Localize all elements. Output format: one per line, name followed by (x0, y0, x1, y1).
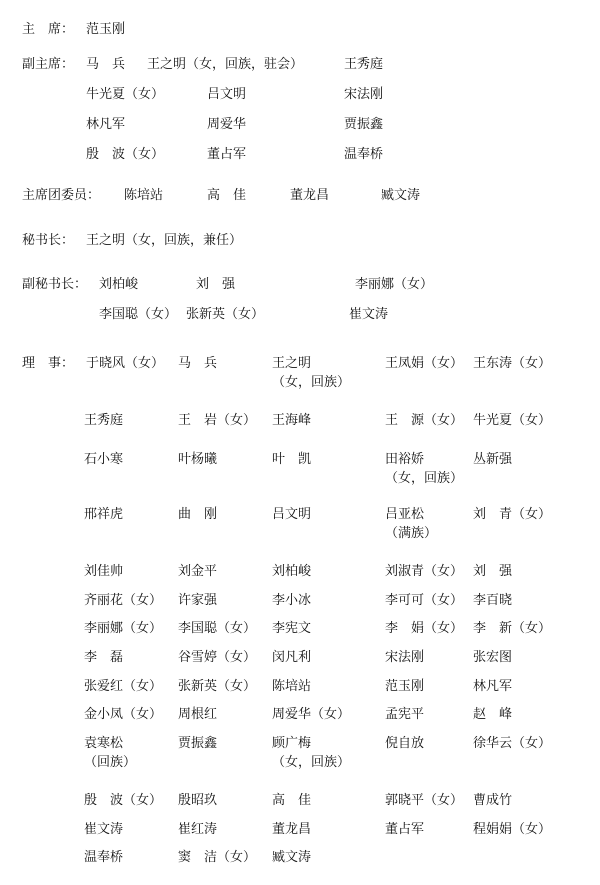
director-name (385, 791, 463, 810)
vice-chairman-name: 王秀庭 (344, 57, 384, 72)
deputy-secretary-name: 李国聪（女） (99, 307, 178, 322)
director-name (473, 705, 512, 724)
vice-chairman-name: 林凡军 (86, 117, 126, 132)
director-name-text: 李丽娜（女） (84, 621, 163, 636)
director-name-text: 张宏图 (473, 650, 513, 665)
presidium-label: 主席团委员： (22, 188, 101, 203)
director-name-text: 曹成竹 (473, 793, 513, 808)
director-name (272, 791, 311, 810)
director-name-text: 田裕娇 (385, 452, 425, 467)
director-name (272, 619, 311, 638)
director-name-text: 石小寒 (84, 452, 124, 467)
director-name (178, 705, 217, 724)
director-note: （女，回族） (272, 375, 351, 390)
director-name (84, 734, 136, 772)
deputy-secretary-name: 崔文涛 (349, 307, 389, 322)
director-name-text: 曲 刚 (178, 507, 218, 522)
director-name (473, 450, 512, 469)
director-name-text: 王秀庭 (84, 413, 124, 428)
director-name (385, 591, 463, 610)
director-name-text: 顾广梅 (272, 736, 312, 751)
director-name (473, 648, 512, 667)
director-name-text: 王之明 (272, 356, 312, 371)
director-name-text: 叶 凯 (272, 452, 312, 467)
director-name (473, 677, 512, 696)
director-name-text: 王东涛（女） (473, 356, 552, 371)
director-name (178, 562, 217, 581)
director-name (272, 354, 350, 392)
director-name-text: 殷昭玖 (178, 793, 218, 808)
director-name (272, 705, 350, 724)
presidium-member: 董龙昌 (290, 188, 330, 203)
director-name-text: 马 兵 (178, 356, 218, 371)
director-name-text: 高 佳 (272, 793, 312, 808)
director-name (385, 705, 424, 724)
director-name-text: 程娟娟（女） (473, 822, 552, 837)
deputy-secretary-name: 刘 强 (196, 277, 236, 292)
director-name-text: 林凡军 (473, 679, 513, 694)
director-name-text: 周根红 (178, 707, 218, 722)
director-name-text: 李 磊 (84, 650, 124, 665)
director-name-text: 许家强 (178, 593, 218, 608)
vice-chairman-name: 吕文明 (207, 87, 247, 102)
director-name-text: 李 娟（女） (385, 621, 464, 636)
director-name (84, 705, 162, 724)
vice-chairman-name: 殷 波（女） (86, 147, 165, 162)
director-name (178, 619, 256, 638)
director-name (178, 791, 217, 810)
director-name-text: 李国聪（女） (178, 621, 257, 636)
director-name (178, 411, 256, 430)
director-name-text: 周爱华（女） (272, 707, 351, 722)
director-name-text: 李可可（女） (385, 593, 464, 608)
director-note: （满族） (385, 526, 438, 541)
director-name-text: 袁寒松 (84, 736, 124, 751)
director-name-text: 刘 强 (473, 564, 513, 579)
director-name (473, 619, 551, 638)
director-name (178, 848, 256, 867)
director-name (84, 505, 123, 524)
director-name-text: 倪自放 (385, 736, 425, 751)
secretary-general-name: 王之明（女，回族，兼任） (86, 233, 243, 248)
vice-chairman-name: 牛光夏（女） (86, 87, 165, 102)
director-name-text: 李百晓 (473, 593, 513, 608)
director-name-text: 崔文涛 (84, 822, 124, 837)
director-name-text: 臧文涛 (272, 850, 312, 865)
director-name-text: 王海峰 (272, 413, 312, 428)
vice-chairmen-label: 副主席： (22, 57, 75, 72)
director-name (178, 505, 217, 524)
director-name-text: 李宪文 (272, 621, 312, 636)
director-name (84, 848, 123, 867)
director-name (84, 820, 123, 839)
director-name (473, 505, 551, 524)
director-name-text: 齐丽花（女） (84, 593, 163, 608)
director-name-text: 谷雪婷（女） (178, 650, 257, 665)
director-name-text: 李 新（女） (473, 621, 552, 636)
director-name (84, 619, 162, 638)
director-name-text: 牛光夏（女） (473, 413, 552, 428)
deputy-secretary-name: 李丽娜（女） (355, 277, 434, 292)
deputy-secretaries-label: 副秘书长： (22, 277, 88, 292)
director-name-text: 王 岩（女） (178, 413, 257, 428)
director-name-text: 丛新强 (473, 452, 513, 467)
director-name-text: 窦 洁（女） (178, 850, 257, 865)
director-name (473, 734, 551, 753)
director-name-text: 邢祥虎 (84, 507, 124, 522)
director-name-text: 刘金平 (178, 564, 218, 579)
director-name-text: 金小凤（女） (84, 707, 163, 722)
director-name (272, 848, 311, 867)
director-name (84, 648, 123, 667)
director-name (84, 791, 162, 810)
director-name (385, 562, 463, 581)
director-name (385, 648, 424, 667)
director-name (84, 411, 123, 430)
director-name-text: 董占军 (385, 822, 425, 837)
vice-chairman-name: 温奉桥 (344, 147, 384, 162)
director-name (178, 734, 217, 753)
director-name (473, 411, 551, 430)
director-name-text: 李小冰 (272, 593, 312, 608)
director-name-text: 温奉桥 (84, 850, 124, 865)
director-name (385, 734, 424, 753)
director-name (473, 791, 512, 810)
director-name-text: 刘淑青（女） (385, 564, 464, 579)
director-name (84, 591, 162, 610)
director-name-text: 刘 青（女） (473, 507, 552, 522)
vice-chairman-name: 宋法刚 (344, 87, 384, 102)
director-name-text: 董龙昌 (272, 822, 312, 837)
director-name (272, 820, 311, 839)
director-name-text: 殷 波（女） (84, 793, 163, 808)
director-name-text: 刘佳帅 (84, 564, 124, 579)
directors-label: 理 事： (22, 356, 75, 371)
chairman-name: 范玉刚 (86, 22, 126, 37)
director-name-text: 徐华云（女） (473, 736, 552, 751)
vice-chairman-name: 马 兵 (86, 57, 126, 72)
director-name (272, 734, 350, 772)
director-name-text: 吕亚松 (385, 507, 425, 522)
director-name (178, 354, 217, 373)
director-name (385, 354, 463, 373)
deputy-secretary-name: 张新英（女） (186, 307, 265, 322)
director-note: （女，回族） (272, 755, 351, 770)
director-name (385, 411, 463, 430)
director-name (178, 677, 256, 696)
director-name (272, 411, 311, 430)
director-name (272, 505, 311, 524)
director-name (473, 562, 512, 581)
deputy-secretary-name: 刘柏峻 (99, 277, 139, 292)
chairman-label: 主 席： (22, 22, 75, 37)
director-name-text: 刘柏峻 (272, 564, 312, 579)
director-name-text: 张爱红（女） (84, 679, 163, 694)
vice-chairman-name: 王之明（女，回族，驻会） (147, 57, 304, 72)
director-name (385, 619, 463, 638)
director-name-text: 张新英（女） (178, 679, 257, 694)
director-note: （女，回族） (385, 471, 464, 486)
director-name (272, 648, 311, 667)
presidium-member: 臧文涛 (381, 188, 421, 203)
director-name-text: 贾振鑫 (178, 736, 218, 751)
director-name (178, 648, 256, 667)
director-name (84, 450, 123, 469)
director-name-text: 陈培站 (272, 679, 312, 694)
director-name-text: 于晓风（女） (86, 356, 165, 371)
director-name-text: 范玉刚 (385, 679, 425, 694)
director-name (84, 677, 162, 696)
director-name-text: 赵 峰 (473, 707, 513, 722)
director-name (86, 354, 164, 373)
director-name (178, 450, 217, 469)
vice-chairman-name: 周爱华 (207, 117, 247, 132)
director-name-text: 叶杨曦 (178, 452, 218, 467)
director-name (385, 677, 424, 696)
director-name-text: 孟宪平 (385, 707, 425, 722)
director-name-text: 王凤娟（女） (385, 356, 464, 371)
director-name (473, 591, 512, 610)
director-name (272, 450, 311, 469)
director-name (178, 591, 217, 610)
presidium-member: 陈培站 (124, 188, 164, 203)
director-name-text: 宋法刚 (385, 650, 425, 665)
vice-chairman-name: 贾振鑫 (344, 117, 384, 132)
director-name-text: 吕文明 (272, 507, 312, 522)
director-note: （回族） (84, 755, 137, 770)
director-name (272, 677, 311, 696)
director-name (473, 354, 551, 373)
director-name (385, 820, 424, 839)
secretary-general-label: 秘书长： (22, 233, 75, 248)
director-name (385, 505, 437, 543)
director-name (272, 562, 311, 581)
presidium-member: 高 佳 (207, 188, 247, 203)
director-name-text: 闵凡利 (272, 650, 312, 665)
director-name (272, 591, 311, 610)
vice-chairman-name: 董占军 (207, 147, 247, 162)
director-name (385, 450, 463, 488)
director-name-text: 王 源（女） (385, 413, 464, 428)
director-name (178, 820, 217, 839)
director-name (473, 820, 551, 839)
director-name-text: 郭晓平（女） (385, 793, 464, 808)
director-name-text: 崔红涛 (178, 822, 218, 837)
director-name (84, 562, 123, 581)
